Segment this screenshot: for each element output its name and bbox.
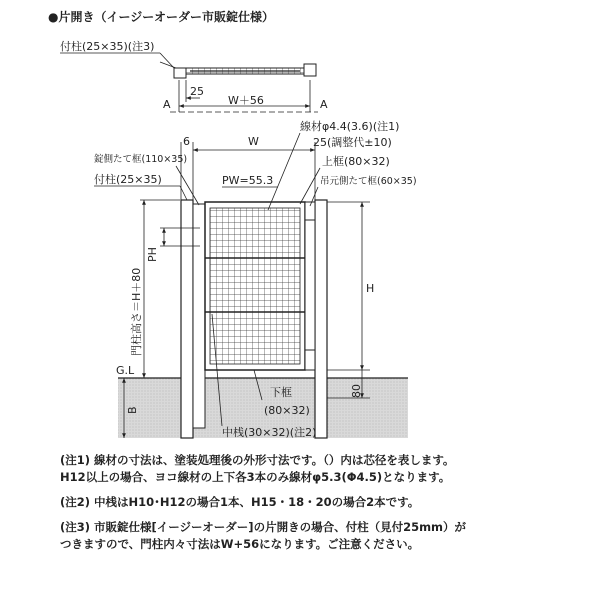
note-3b: つきますので、門柱内々寸法はW+56になります。ご注意ください。 — [60, 537, 420, 551]
dim-80: 80 — [350, 384, 363, 398]
section-a-left: A — [163, 98, 171, 111]
gl-label: G.L — [116, 364, 135, 377]
hinge-stile — [305, 202, 315, 370]
mesh-panel — [210, 208, 300, 364]
adjust-label: 25(調整代±10) — [313, 136, 392, 149]
mid-rail-label: 中桟(30×32)(注2) — [222, 426, 317, 439]
post-right — [315, 200, 327, 438]
post-label: 付柱(25×35) — [94, 173, 162, 186]
b-label: B — [126, 406, 139, 414]
dim-h: H — [366, 282, 375, 295]
ph-label: PH — [146, 247, 159, 262]
note-3a: (注3) 市販錠仕様[イージーオーダー]の片開きの場合、付柱（見付25mm）が — [60, 520, 467, 534]
elevation-view — [94, 119, 417, 439]
post-left — [181, 200, 193, 438]
notes — [60, 452, 560, 553]
bottom-frame-label: 下框 — [270, 386, 292, 399]
diagram-heading: ●片開き（イージーオーダー市販錠仕様） — [48, 10, 274, 24]
top-frame-label: 上框(80×32) — [322, 155, 390, 168]
gate-height-label: 門柱高さ＝H＋80 — [130, 267, 143, 356]
attached-post — [193, 204, 205, 428]
plan-post-right — [304, 64, 316, 76]
note-2: (注2) 中桟はH10･H12の場合1本、H15・18・20の場合2本です。 — [60, 495, 420, 509]
plan-post-label: 付柱(25×35)(注3) — [60, 40, 155, 53]
plan-post-left — [174, 68, 186, 78]
note-1a: (注1) 線材の寸法は、塗装処理後の外形寸法です。（）内は芯径を表します。 — [60, 453, 455, 467]
plan-dim-w56: W＋56 — [228, 94, 264, 107]
pw-label: PW=55.3 — [222, 174, 274, 187]
dim-6: 6 — [183, 135, 190, 148]
note-1b: H12以上の場合、ヨコ線材の上下各3本のみ線材φ5.3(Φ4.5)となります。 — [60, 470, 451, 484]
bottom-frame-size: (80×32) — [264, 404, 310, 417]
lock-frame-label: 錠側たて框(110×35) — [94, 154, 188, 165]
plan-view — [60, 39, 328, 112]
wire-label: 線材φ4.4(3.6)(注1) — [300, 120, 400, 133]
plan-dim-25: 25 — [190, 85, 204, 98]
section-a-right: A — [320, 98, 328, 111]
dim-w: W — [248, 135, 259, 148]
hinge-frame-label: 吊元側たて框(60×35) — [320, 176, 417, 187]
